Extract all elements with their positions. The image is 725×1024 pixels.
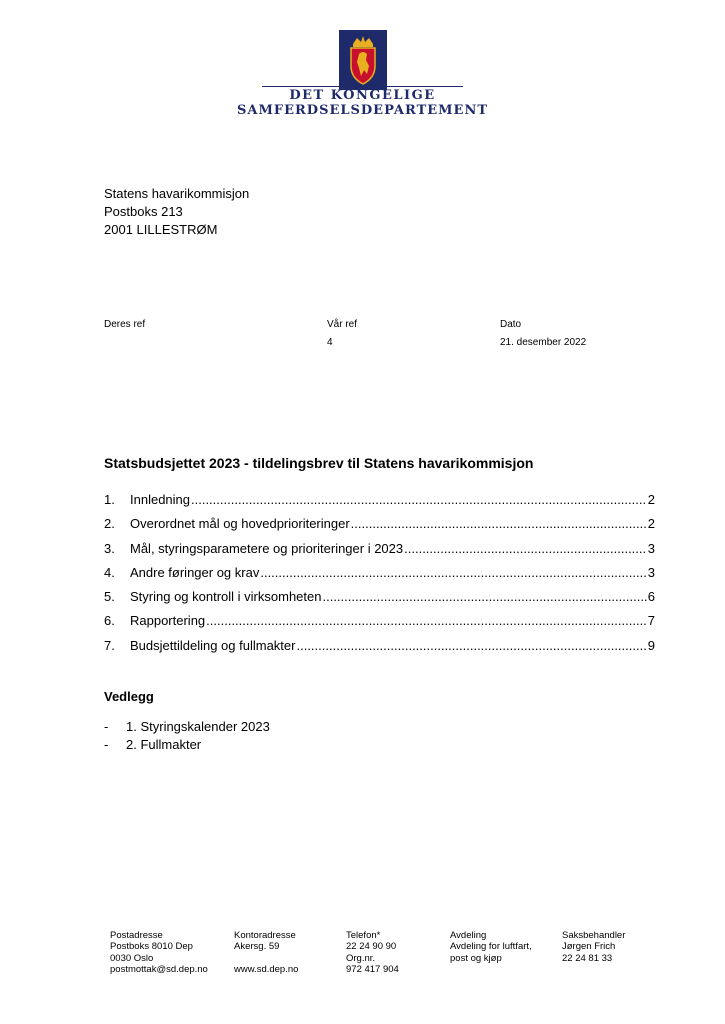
toc-title: Rapportering	[130, 613, 206, 629]
attachments-heading: Vedlegg	[104, 689, 154, 704]
toc-number: 3.	[104, 540, 115, 556]
footer-label: Avdeling	[450, 930, 487, 941]
footer-text: Postboks 8010 Dep	[110, 941, 193, 953]
footer-text: Avdeling for luftfart,	[450, 941, 532, 953]
toc-number: 7.	[104, 637, 115, 653]
toc-entry[interactable]	[104, 492, 655, 516]
toc-leader	[260, 565, 646, 580]
toc-page: 3	[647, 564, 655, 580]
toc-number: 2.	[104, 516, 115, 532]
recipient-address	[104, 185, 249, 239]
ministry-name-line1: DET KONGELIGE	[289, 88, 436, 103]
toc-entry[interactable]	[104, 541, 655, 565]
footer-email-link[interactable]: postmottak@sd.dep.no	[110, 963, 208, 975]
toc-title: Mål, styringsparametere og prioriteringer i 2023	[130, 540, 404, 556]
toc-page: 3	[647, 540, 655, 556]
logo-rule-left	[262, 86, 347, 87]
toc-leader	[206, 613, 647, 628]
toc-title: Innledning	[130, 492, 190, 507]
toc-entry[interactable]	[104, 516, 655, 540]
toc-leader	[296, 638, 646, 653]
toc-page: 7	[647, 613, 655, 629]
footer-text: 22 24 90 90	[346, 941, 397, 953]
footer-website-link[interactable]: www.sd.dep.no	[234, 963, 299, 975]
toc-leader	[351, 516, 647, 531]
recipient-city: 2001 LILLESTRØM	[104, 222, 218, 237]
recipient-box: Postboks 213	[104, 204, 183, 219]
list-bullet: -	[104, 719, 109, 734]
footer-text: post og kjøp	[450, 952, 502, 964]
var-ref-label: Vår ref	[327, 319, 358, 330]
toc-title: Overordnet mål og hovedprioriteringer	[130, 516, 350, 532]
list-item	[104, 736, 270, 754]
footer-office-address	[234, 930, 298, 975]
ministry-name-line2: SAMFERDSELSDEPARTEMENT	[236, 103, 489, 118]
letterhead	[0, 30, 725, 118]
toc-page: 6	[647, 589, 655, 605]
toc-title: Styring og kontroll i virksomheten	[130, 589, 322, 605]
toc-number: 6.	[104, 613, 115, 629]
footer-label: Saksbehandler	[562, 930, 626, 941]
footer-label: Kontoradresse	[234, 930, 296, 941]
logo-rule-right	[378, 86, 463, 87]
var-ref-value: 4	[327, 337, 333, 348]
footer-text: Akersg. 59	[234, 941, 280, 953]
toc-leader	[322, 589, 646, 604]
footer-case-officer	[562, 930, 625, 964]
footer-text	[234, 953, 298, 964]
toc-page: 9	[647, 637, 655, 653]
attachment-title: 2. Fullmakter	[126, 737, 202, 752]
attachments-list	[104, 718, 270, 754]
list-bullet: -	[104, 737, 109, 752]
document-title: Statsbudsjettet 2023 - tildelingsbrev til Statens havarikommisjon	[104, 455, 534, 471]
toc-number: 1.	[104, 492, 115, 507]
footer-text: 22 24 81 33	[562, 952, 613, 964]
toc-entry[interactable]	[104, 638, 655, 662]
footer-label: Postadresse	[110, 930, 163, 941]
footer-text: Jørgen Frich	[562, 941, 616, 953]
toc-title: Budsjettildeling og fullmakter	[130, 637, 296, 653]
coat-of-arms-icon	[339, 30, 387, 90]
toc-leader	[191, 492, 647, 507]
table-of-contents	[104, 492, 655, 662]
list-item	[104, 718, 270, 736]
toc-page: 2	[647, 492, 655, 507]
toc-entry[interactable]	[104, 613, 655, 637]
footer-phone	[346, 930, 399, 975]
footer-label: Telefon*	[346, 930, 381, 941]
toc-title: Andre føringer og krav	[130, 564, 260, 580]
deres-ref-label: Deres ref	[104, 319, 146, 330]
toc-leader	[404, 541, 647, 556]
attachment-title: 1. Styringskalender 2023	[126, 719, 270, 734]
dato-label: Dato	[500, 319, 522, 330]
toc-number: 5.	[104, 589, 115, 605]
toc-number: 4.	[104, 564, 115, 580]
footer-text: Org.nr.	[346, 952, 376, 964]
recipient-name: Statens havarikommisjon	[104, 186, 250, 201]
footer-postal-address	[110, 930, 208, 975]
dato-value: 21. desember 2022	[500, 337, 587, 348]
toc-entry[interactable]	[104, 565, 655, 589]
footer-text: 0030 Oslo	[110, 952, 154, 964]
toc-page: 2	[647, 516, 655, 532]
footer-text: 972 417 904	[346, 963, 399, 975]
footer-department	[450, 930, 532, 964]
toc-entry[interactable]	[104, 589, 655, 613]
